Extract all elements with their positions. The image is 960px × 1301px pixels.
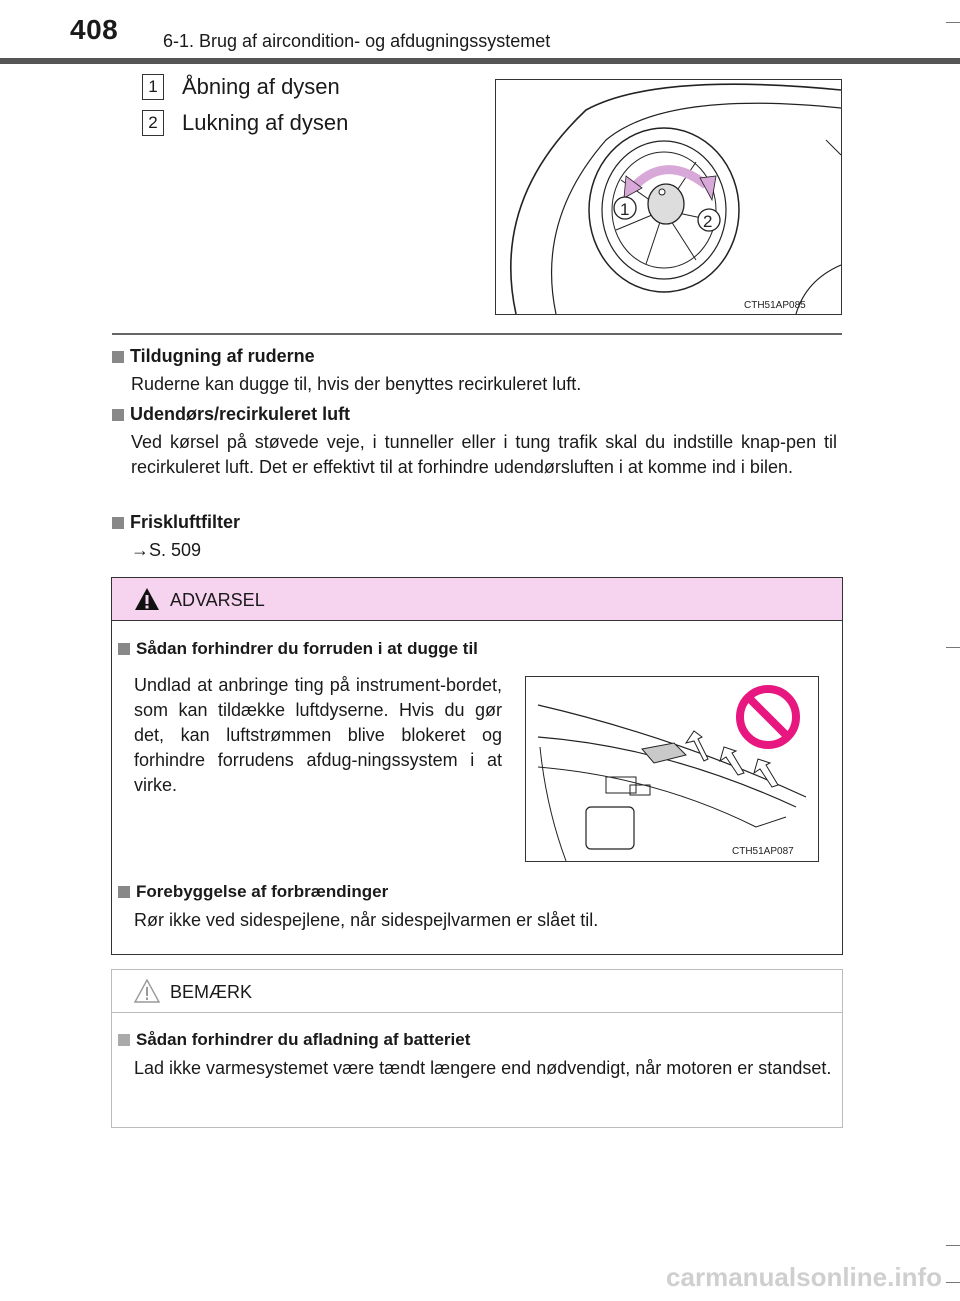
section-heading-text: Friskluftfilter — [130, 512, 241, 532]
note-box — [111, 969, 843, 1128]
caution-triangle-icon — [134, 979, 160, 1003]
note-item-body: Lad ikke varmesystemet være tændt længere end nødvendigt, når motoren er standset. — [134, 1058, 832, 1078]
vent-illustration — [496, 80, 841, 314]
vent-figure — [495, 79, 842, 315]
section-heading — [112, 346, 315, 367]
warning-item-body: Rør ikke ved sidespejlene, når sidespejlvarmen er slået til. — [134, 910, 599, 930]
bullet-square-icon — [112, 351, 124, 363]
bullet-square-icon — [118, 886, 130, 898]
warning-item-heading — [118, 639, 478, 659]
warning-item-heading-text: Forebyggelse af forbrændinger — [136, 882, 389, 901]
margin-tick — [946, 647, 960, 648]
warning-header — [112, 578, 842, 621]
margin-tick — [946, 1245, 960, 1246]
note-item-heading — [118, 1030, 470, 1050]
bullet-square-icon — [112, 409, 124, 421]
section-heading-text: Tildugning af ruderne — [130, 346, 315, 366]
section-body: Ved kørsel på støvede veje, i tunneller eller i tung trafik skal du indstille knap-pen til recirkuleret luft. Det er effektivt til at forhindre udendørsluften i at komme ind i bilen. — [131, 432, 837, 477]
step-open-vent — [142, 74, 340, 100]
warning-title: ADVARSEL — [170, 590, 265, 610]
bullet-square-icon — [112, 517, 124, 529]
figure-code: CTH51AP087 — [732, 846, 794, 857]
step-number: 1 — [142, 74, 164, 100]
note-title: BEMÆRK — [170, 982, 253, 1002]
section-separator — [112, 333, 842, 335]
step-close-vent — [142, 110, 348, 136]
warning-item-heading-text: Sådan forhindrer du forruden i at dugge til — [136, 639, 478, 658]
section-heading — [112, 512, 240, 533]
warning-triangle-icon — [134, 587, 160, 611]
note-header — [112, 970, 842, 1013]
section-heading-text: Udendørs/recirkuleret luft — [130, 404, 351, 424]
section-body: Ruderne kan dugge til, hvis der benyttes recirkuleret luft. — [131, 374, 582, 394]
margin-tick — [946, 22, 960, 23]
watermark: carmanualsonline.info — [666, 1262, 942, 1292]
bullet-square-icon — [118, 643, 130, 655]
warning-item-body: Undlad at anbringe ting på instrument-bordet, som kan tildække luftdyserne. Hvis du gør det, kan luftstrømmen blive blokeret og forhindre forrudens afdug-ningssystem i at virke. — [134, 675, 502, 795]
header-rule — [0, 58, 960, 64]
warning-item-heading — [118, 882, 388, 902]
step-number: 2 — [142, 110, 164, 136]
dashboard-figure — [525, 676, 819, 862]
bullet-square-icon — [118, 1034, 130, 1046]
section-heading — [112, 404, 350, 425]
section-title: 6-1. Brug af aircondition- og afdugningssystemet — [163, 31, 551, 51]
warning-box — [111, 577, 843, 955]
dashboard-illustration — [526, 677, 818, 861]
callout-2: 2 — [703, 212, 713, 231]
margin-tick — [946, 1282, 960, 1283]
note-item-heading-text: Sådan forhindrer du afladning af batteriet — [136, 1030, 471, 1049]
page-reference: →S. 509 — [131, 540, 202, 560]
page-number: 408 — [70, 14, 119, 45]
callout-1: 1 — [620, 200, 630, 219]
step-label: Åbning af dysen — [182, 74, 340, 99]
step-label: Lukning af dysen — [182, 110, 349, 135]
figure-code: CTH51AP085 — [744, 300, 806, 311]
